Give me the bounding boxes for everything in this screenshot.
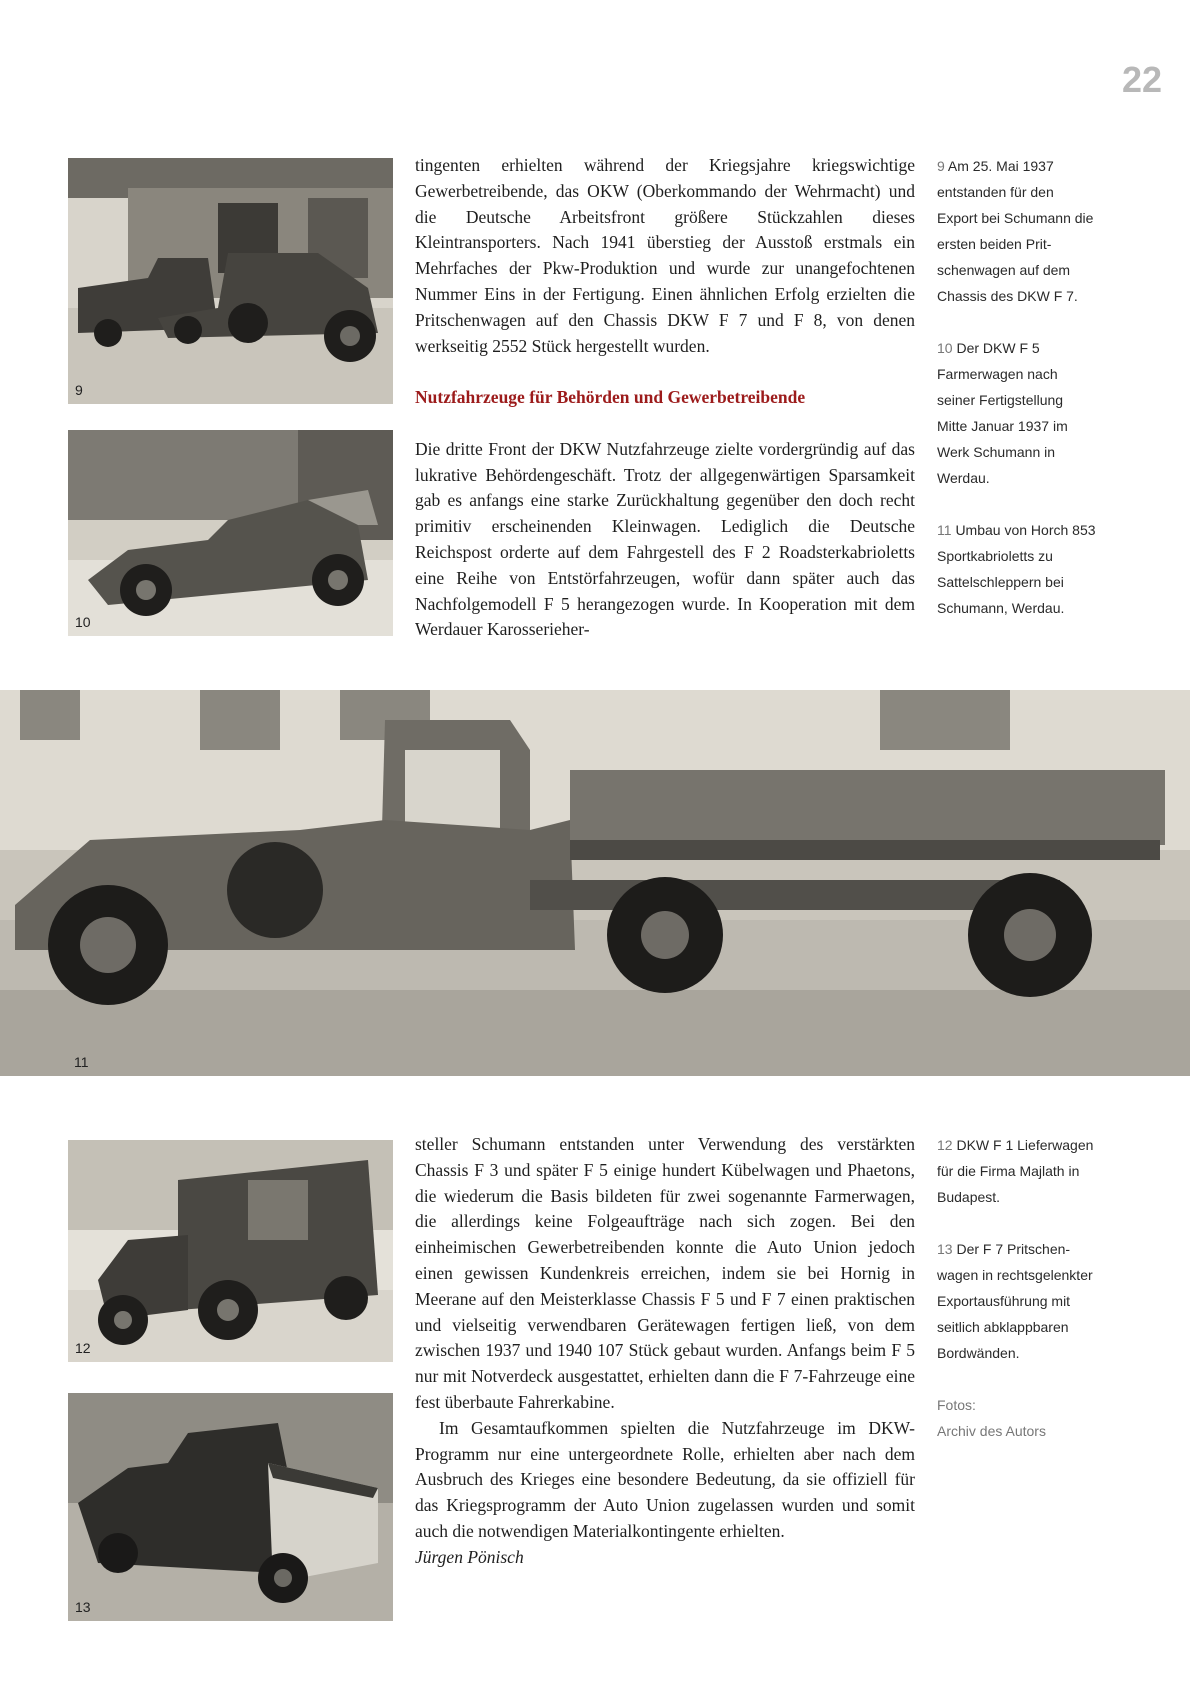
photo-9-image (68, 158, 393, 404)
captions-top (937, 153, 1097, 647)
caption-number: 10 (937, 340, 953, 356)
photo-11-image (0, 690, 1190, 1076)
captions-bottom (937, 1132, 1097, 1444)
caption-text: DKW F 1 Lieferwagen für die Firma Majlath in Budapest. (937, 1137, 1094, 1205)
caption-number: 9 (937, 158, 945, 174)
article-text-bottom (415, 1132, 915, 1571)
photo-number: 9 (75, 382, 83, 398)
photo-13 (68, 1393, 393, 1621)
photo-number: 10 (75, 614, 91, 630)
photo-number: 13 (75, 1599, 91, 1615)
caption-number: 12 (937, 1137, 953, 1153)
author-signature: Jürgen Pönisch (415, 1546, 524, 1567)
caption-10 (937, 335, 1097, 491)
page-number: 22 (1121, 59, 1162, 100)
caption-text: Am 25. Mai 1937 entstanden für den Export bei Schumann die ersten beiden Pritschenwagen auf dem Chassis des DKW F 7. (937, 158, 1094, 304)
photo-9 (68, 158, 393, 404)
caption-9 (937, 153, 1097, 309)
photo-number: 11 (74, 1054, 89, 1070)
caption-12 (937, 1132, 1097, 1210)
photo-12-image (68, 1140, 393, 1362)
photo-12 (68, 1140, 393, 1362)
article-paragraph: Die dritte Front der DKW Nutzfahrzeuge zielte vordergründig auf das lukrative Behördengeschäft. Trotz der allgegenwärtigen Sparsamkeit gab es anfangs eine starke Zurückhaltung gegenüber den doch recht primitiv erscheinenden Kleinwagen. Lediglich die Deutsche Reichspost orderte auf dem Fahrgestell des F 2 Roadsterkabrioletts eine Reihe von Entstörfahrzeugen, wofür dann später auch das Nachfolgemodell F 5 herangezogen wurde. In Kooperation mit dem Werdauer Karosserieher- (415, 438, 915, 640)
caption-11 (937, 517, 1097, 621)
caption-text: Umbau von Horch 853 Sportkabrioletts zu Sattelschleppern bei Schumann, Werdau. (937, 522, 1096, 616)
article-paragraph: tingenten erhielten während der Kriegsjahre kriegswichtige Gewerbetreibende, das OKW (Oberkommando der Wehrmacht) und die Deutsche Arbeitsfront größere Stückzahlen dieses Kleintransporters. Nach 1941 überstieg der Ausstoß erstmals ein Mehrfaches der Pkw-Produktion und wurde zur unangefochtenen Nummer Eins in der Fertigung. Einen ähnlichen Erfolg erzielten die Pritschenwagen auf den Chassis DKW F 7 und F 8, von denen werkseitig 2552 Stück hergestellt wurden. (415, 155, 915, 356)
photo-11 (0, 690, 1190, 1076)
article-paragraph: steller Schumann entstanden unter Verwendung des verstärkten Chassis F 3 und später F 5 einige hundert Kübelwagen und Phaetons, die wiederum die Basis bildeten für zwei sogenannte Farmerwagen, die allerdings keine Folgeaufträge nach sich zogen. Bei den einheimischen Gewerbetreibenden konnte die Auto Union jedoch einen gewissen Kundenkreis erreichen, indem sie bei Hornig in Meerane auf den Meisterklasse Chassis F 5 und F 7 einen praktischen und vielseitig verwendbaren Gerätewagen fertigen ließ, von dem zwischen 1937 und 1940 107 Stück gebaut wurden. Anfangs beim F 5 nur mit Notverdeck ausgestattet, erhielten dann die F 7-Fahrzeuge eine fest überbaute Fahrerkabine. (415, 1134, 915, 1412)
photo-number: 12 (75, 1340, 91, 1356)
caption-number: 11 (937, 522, 952, 538)
caption-text: Der DKW F 5 Farmerwagen nach seiner Fertigstellung Mitte Januar 1937 im Werk Schumann in Werdau. (937, 340, 1068, 486)
credit-label: Fotos: (937, 1397, 976, 1413)
photo-credit (937, 1392, 1097, 1444)
photo-10-image (68, 430, 393, 636)
caption-13 (937, 1236, 1097, 1366)
caption-text: Der F 7 Pritschenwagen in rechtsgelenkter Exportausführung mit seitlich abklappbaren Bordwänden. (937, 1241, 1093, 1361)
caption-number: 13 (937, 1241, 953, 1257)
credit-source: Archiv des Autors (937, 1423, 1046, 1439)
section-heading: Nutzfahrzeuge für Behörden und Gewerbetreibende (415, 387, 806, 408)
article-paragraph: Im Gesamtaufkommen spielten die Nutzfahrzeuge im DKW-Programm nur eine untergeordnete Rolle, erhielten aber nach dem Ausbruch des Krieges eine besondere Bedeutung, da sie offiziell für das Kriegsprogramm der Auto Union zugelassen wurden und somit auch die notwendigen Materialkontingente erhielten. (415, 1417, 915, 1541)
photo-10 (68, 430, 393, 636)
article-text-top (415, 153, 915, 643)
photo-13-image (68, 1393, 393, 1621)
